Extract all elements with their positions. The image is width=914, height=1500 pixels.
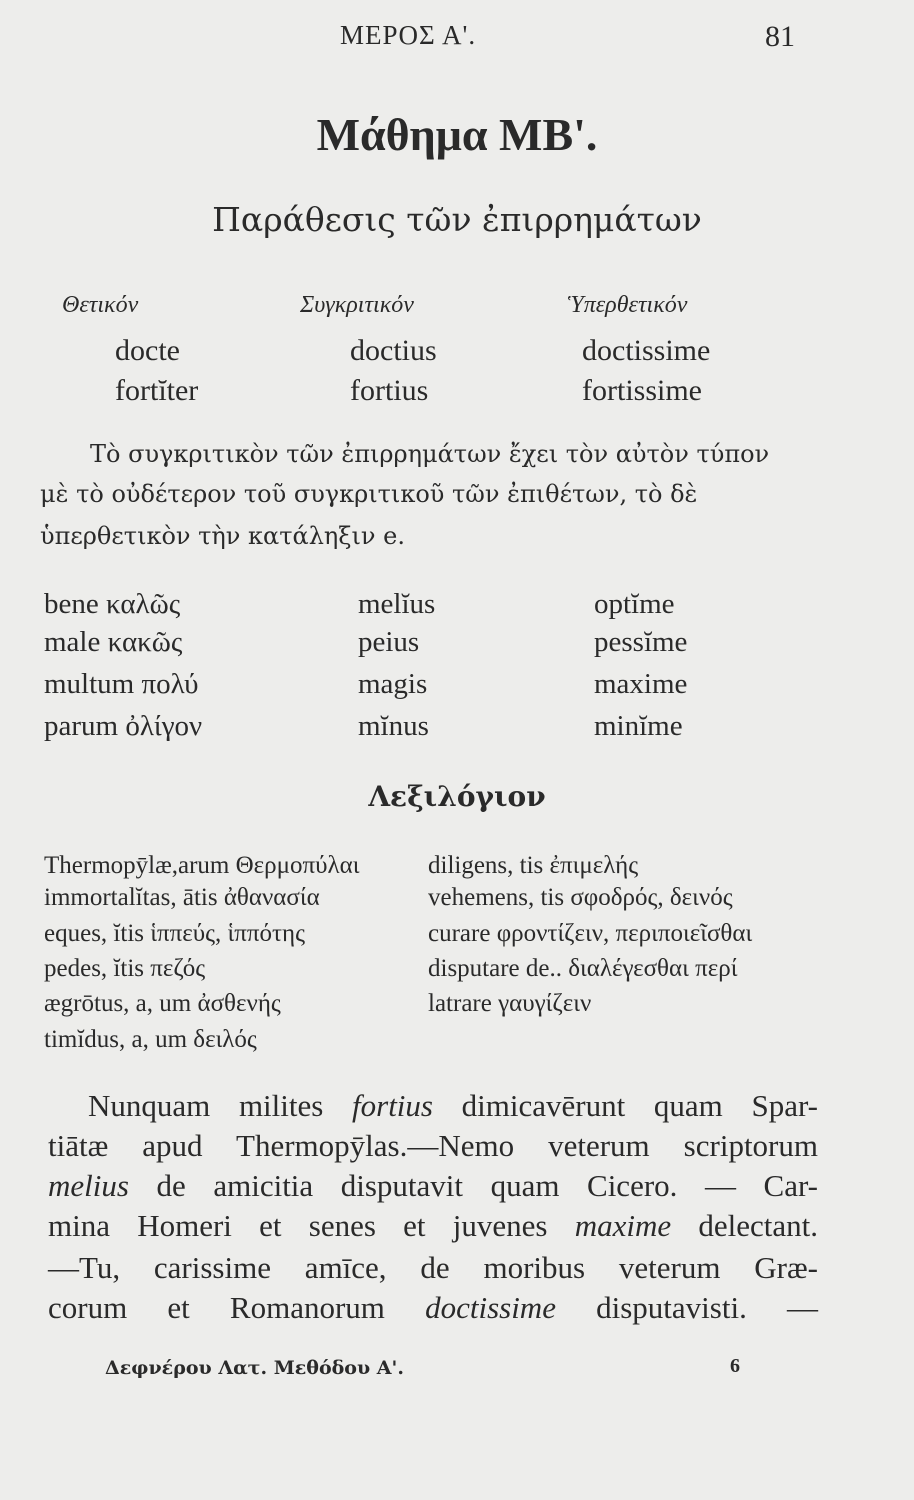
vocab-entry: timĭdus, a, um δειλός [44,1026,257,1053]
rule-line: ὑπερθετικὸν τὴν κατάληξιν e. [40,522,405,550]
adverb-comparative: magis [358,668,428,700]
exercise-line: —Tu, carissime amīce, de moribus veterum Græ- [48,1250,818,1285]
adverb-comparative: melĭus [358,588,436,620]
adverb-positive: multum πολύ [44,668,199,700]
adverb-positive: parum ὀλίγον [44,710,203,742]
vocabulary-title: Λεξιλόγιον [368,780,546,813]
vocab-entry: ægrōtus, a, um ἀσθενής [44,990,281,1017]
adverb-superlative: minĭme [594,710,683,742]
vocab-entry: disputare de.. διαλέγεσθαι περί [428,955,738,982]
adverb-comparative: mĭnus [358,710,429,742]
adverb-superlative: pessĭme [594,626,688,658]
adverb-positive: bene καλῶς [44,588,181,620]
vocab-entry: latrare γαυγίζειν [428,990,592,1017]
adverb-comparative: peius [358,626,420,658]
vocab-entry: eques, ĭtis ἱππεύς, ἱππότης [44,920,305,947]
vocab-entry: immortalĭtas, ātis ἀθανασία [44,884,320,911]
running-head: ΜΕΡΟΣ Α'. [340,20,477,50]
table-cell: fortissime [582,374,702,407]
vocab-entry: pedes, ĭtis πεζός [44,955,206,982]
vocab-entry: Thermopȳlæ,arum Θερμοπύλαι [44,852,360,879]
table-cell: fortius [350,374,429,407]
subtitle: Παράθεσις τῶν ἐπιρρημάτων [212,200,702,239]
adverb-superlative: optĭme [594,588,675,620]
page-number: 81 [765,20,795,53]
vocab-entry: diligens, tis ἐπιμελής [428,852,639,879]
exercise-line: mina Homeri et senes et juvenes maxime delectant. [48,1208,818,1243]
rule-line: Τὸ συγκριτικὸν τῶν ἐπιρρημάτων ἔχει τὸν αὐτὸν τύπον [90,440,770,468]
table-cell: docte [115,334,180,367]
signature-mark: 6 [730,1355,740,1377]
vocab-entry: vehemens, tis σφοδρός, δεινός [428,884,733,911]
table-cell: doctius [350,334,437,367]
column-header-comparative: Συγκριτικόν [300,292,414,318]
column-header-positive: Θετικόν [62,292,139,318]
column-header-superlative: Ὑπερθετικόν [568,292,688,318]
rule-line: μὲ τὸ οὐδέτερον τοῦ συγκριτικοῦ τῶν ἐπιθέτων, τὸ δὲ [40,480,698,508]
adverb-positive: male κακῶς [44,626,183,658]
exercise-line: Nunquam milites fortius dimicavērunt quam Spar- [88,1088,818,1123]
exercise-line: melius de amicitia disputavit quam Cicero. — Car- [48,1168,818,1203]
lesson-title: Μάθημα ΜΒ'. [316,109,598,160]
exercise-line: tiātæ apud Thermopȳlas.—Nemo veterum scriptorum [48,1128,818,1163]
table-cell: fortĭter [115,374,199,407]
vocab-entry: curare φροντίζειν, περιποιεῖσθαι [428,920,753,947]
adverb-superlative: maxime [594,668,688,700]
footer-book-title: Δεφνέρου Λατ. Μεθόδου Α'. [105,1357,404,1379]
exercise-line: corum et Romanorum doctissime disputavisti. — [48,1290,818,1325]
table-cell: doctissime [582,334,711,367]
